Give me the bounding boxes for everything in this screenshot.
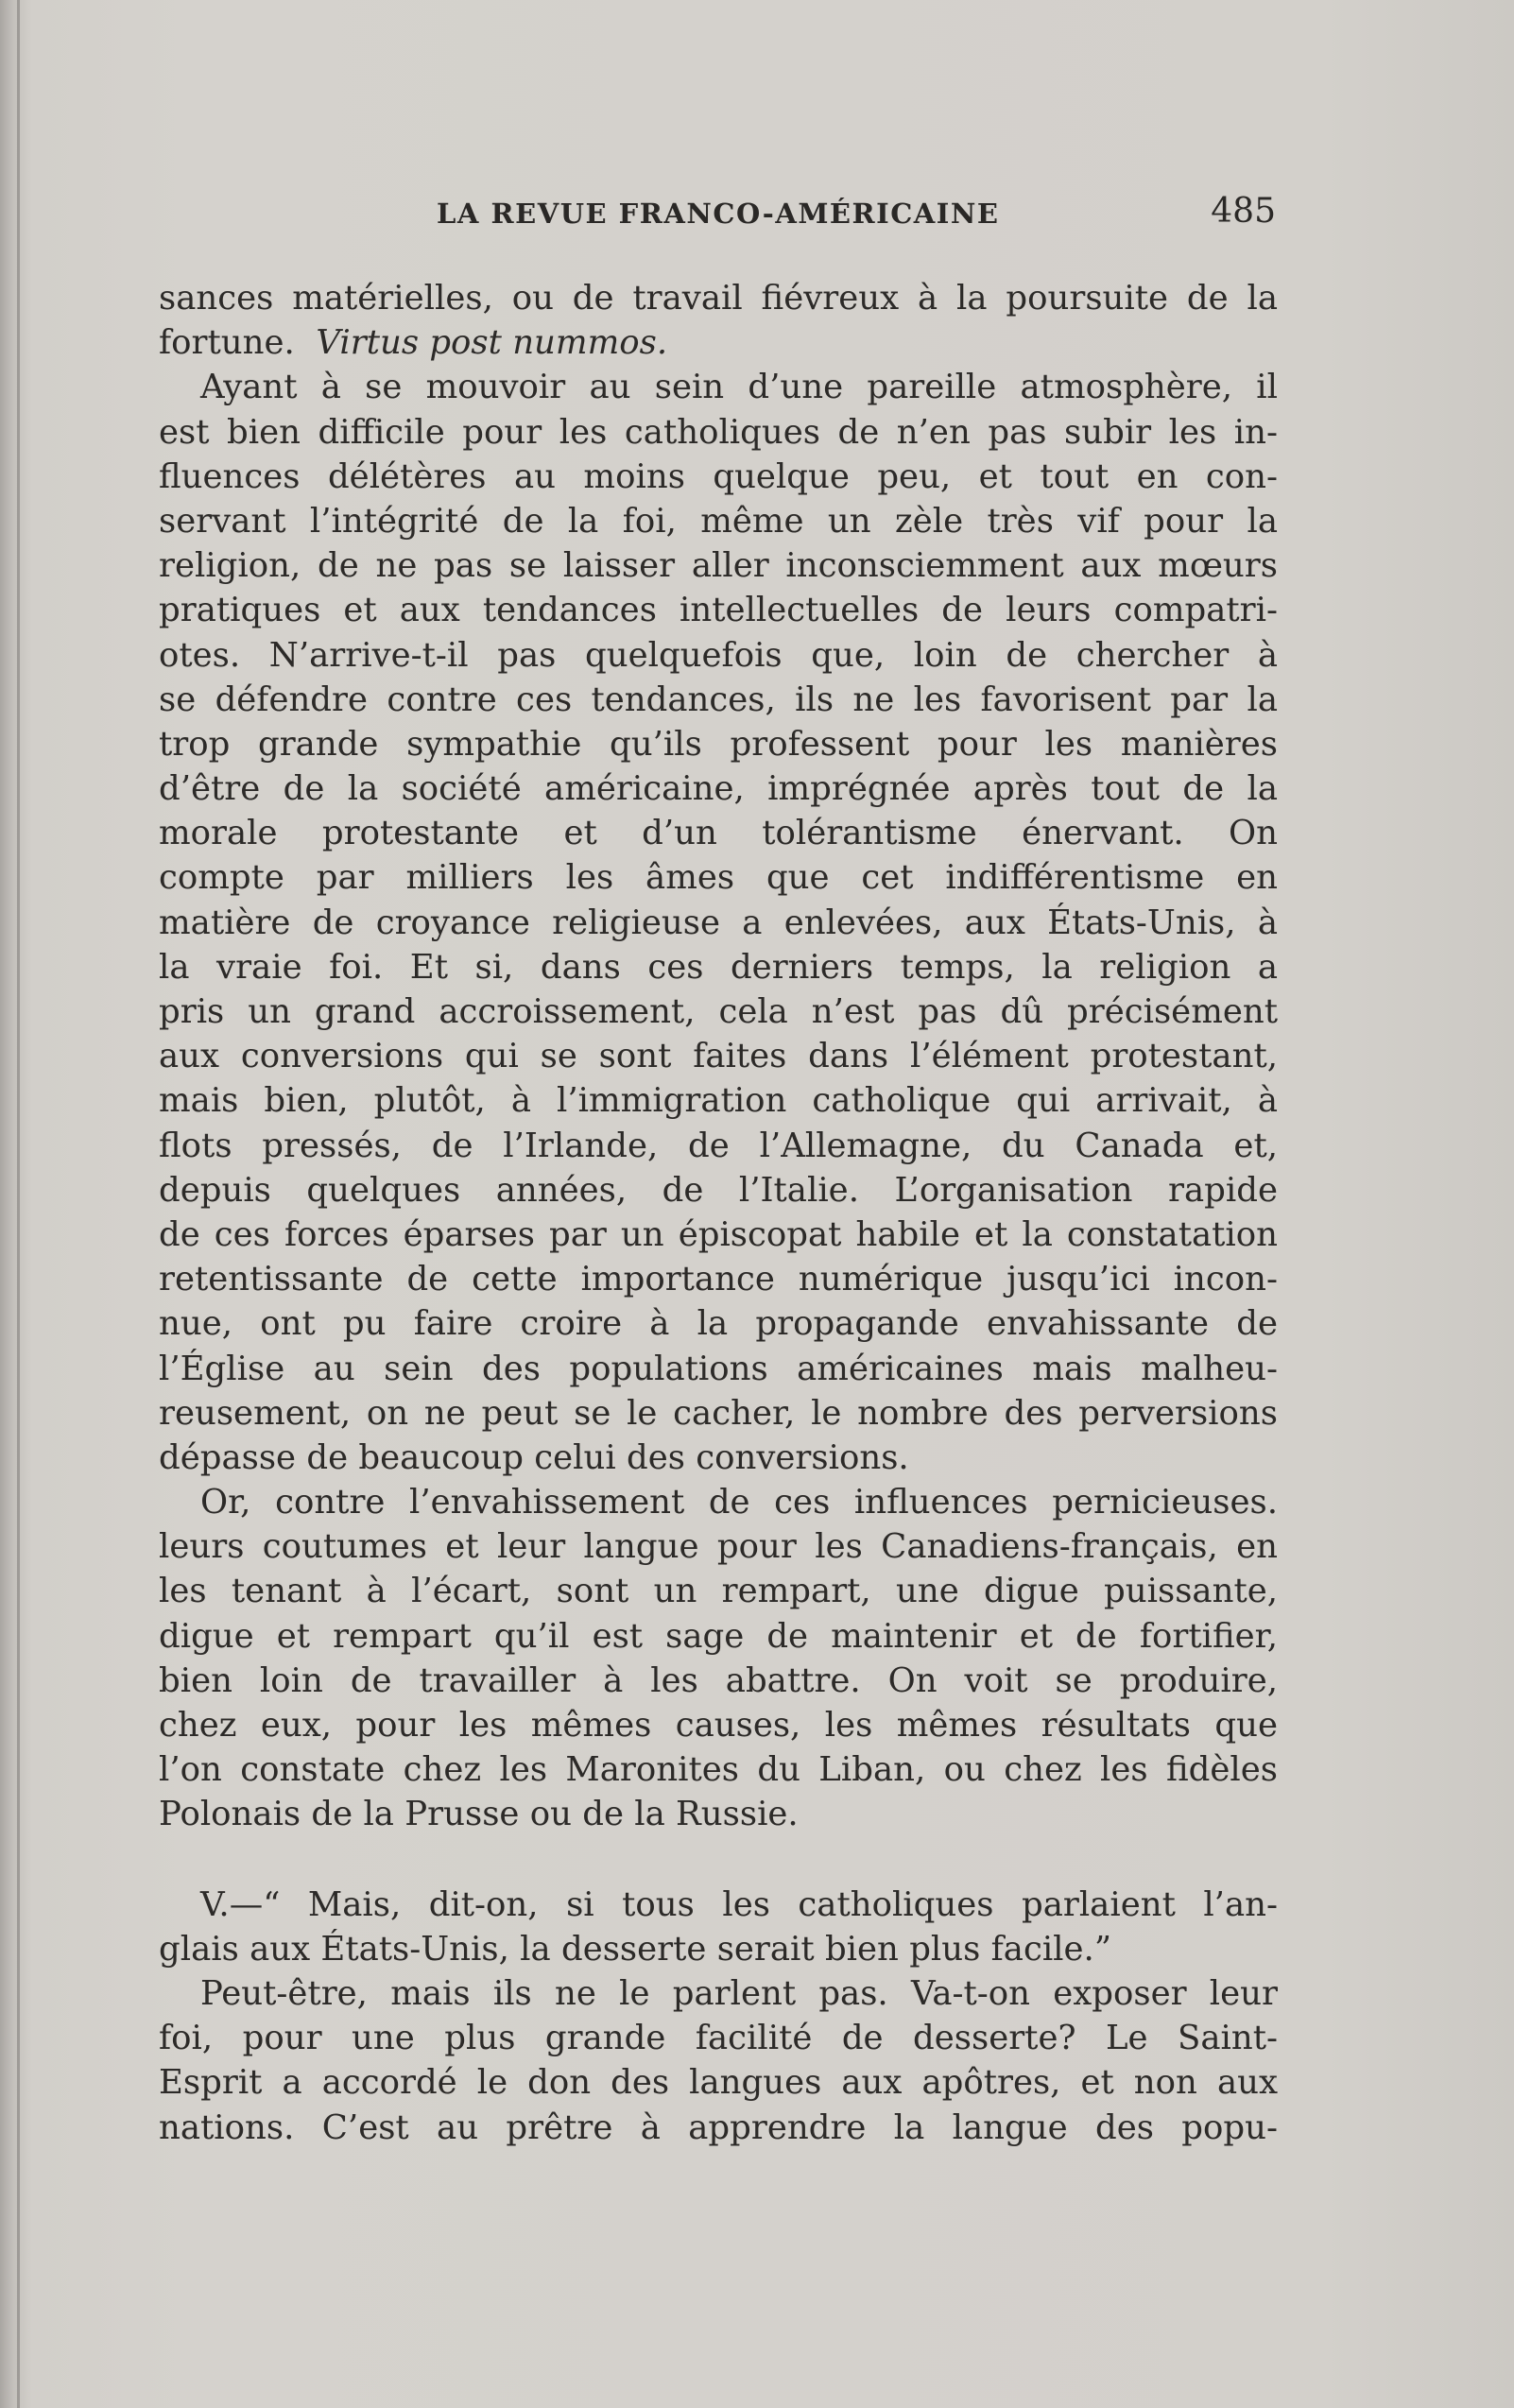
text-line: V.—“ Mais, dit-on, si tous les catholiques parlaient l’an- — [200, 1884, 1278, 1924]
text-line: morale protestante et d’un tolérantisme énervant. On — [159, 814, 1278, 853]
page-spine-shadow — [17, 0, 20, 2408]
text-line: fluences délétères au moins quelque peu, et tout en con- — [159, 456, 1278, 496]
text-line: reusement, on ne peut se le cacher, le nombre des perversions — [159, 1393, 1278, 1433]
text-line: l’Église au sein des populations américaines mais malheu- — [159, 1349, 1278, 1388]
text-line: otes. N’arrive-t-il pas quelquefois que, loin de chercher à — [159, 635, 1278, 675]
text-line — [159, 320, 1278, 365]
text-line: glais aux États-Unis, la desserte serait bien plus facile.” — [159, 1929, 1111, 1969]
text-line: matière de croyance religieuse a enlevées, aux États-Unis, à — [159, 903, 1278, 942]
text-line: leurs coutumes et leur langue pour les Canadiens-français, en — [159, 1527, 1278, 1567]
text-line: trop grande sympathie qu’ils professent pour les manières — [159, 724, 1278, 764]
text-line: nations. C’est au prêtre à apprendre la langue des popu- — [159, 2107, 1278, 2147]
text-line: digue et rempart qu’il est sage de maintenir et de fortifier, — [159, 1616, 1278, 1656]
body-text — [159, 276, 1278, 2150]
text-line: l’on constate chez les Maronites du Liban, ou chez les fidèles — [159, 1750, 1278, 1790]
text-line: dépasse de beaucoup celui des conversions. — [159, 1437, 909, 1477]
text-line: flots pressés, de l’Irlande, de l’Allemagne, du Canada et, — [159, 1126, 1278, 1165]
text-line: sances matérielles, ou de travail fiévreux à la poursuite de la — [159, 279, 1278, 318]
text-line: aux conversions qui se sont faites dans l’élément protestant, — [159, 1037, 1278, 1076]
text-line: retentissante de cette importance numérique jusqu’ici incon- — [159, 1260, 1278, 1299]
text-line: de ces forces éparses par un épiscopat habile et la constatation — [159, 1214, 1278, 1254]
text-line: religion, de ne pas se laisser aller inconsciemment aux mœurs — [159, 546, 1278, 586]
text-line: pris un grand accroissement, cela n’est pas dû précisément — [159, 992, 1278, 1031]
text-line: Esprit a accordé le don des langues aux apôtres, et non aux — [159, 2063, 1278, 2103]
text-line: est bien difficile pour les catholiques de n’en pas subir les in- — [159, 412, 1278, 452]
text-line: foi, pour une plus grande facilité de desserte? Le Saint- — [159, 2019, 1278, 2058]
text-line: Ayant à se mouvoir au sein d’une pareille atmosphère, il — [200, 368, 1278, 407]
text-line: depuis quelques années, de l’Italie. L’organisation rapide — [159, 1170, 1278, 1210]
text-line: bien loin de travailler à les abattre. On voit se produire, — [159, 1660, 1278, 1700]
section-gap — [159, 1837, 1278, 1883]
latin-phrase: Virtus post nummos. — [316, 323, 668, 363]
text-line: la vraie foi. Et si, dans ces derniers temps, la religion a — [159, 947, 1278, 987]
text-line: servant l’intégrité de la foi, même un zèle très vif pour la — [159, 501, 1278, 541]
text-line: chez eux, pour les mêmes causes, les mêmes résultats que — [159, 1706, 1278, 1745]
text-line: pratiques et aux tendances intellectuelles de leurs compatri- — [159, 591, 1278, 630]
page-header — [159, 192, 1276, 239]
text-line: nue, ont pu faire croire à la propagande envahissante de — [159, 1304, 1278, 1344]
text-line: d’être de la société américaine, imprégnée après tout de la — [159, 769, 1278, 809]
text-line: compte par milliers les âmes que cet indifférentisme en — [159, 858, 1278, 898]
text-line: se défendre contre ces tendances, ils ne les favorisent par la — [159, 679, 1278, 719]
running-title: LA REVUE FRANCO-AMÉRICAINE — [437, 198, 1000, 230]
text-fragment: fortune. — [159, 323, 295, 363]
text-line: Or, contre l’envahissement de ces influences pernicieuses. — [200, 1483, 1278, 1522]
page-number: 485 — [1211, 192, 1276, 231]
text-line: mais bien, plutôt, à l’immigration catholique qui arrivait, à — [159, 1081, 1278, 1121]
text-line: Peut-être, mais ils ne le parlent pas. Va-t-on exposer leur — [200, 1973, 1278, 2013]
text-line: les tenant à l’écart, sont un rempart, une digue puissante, — [159, 1572, 1278, 1611]
text-line: Polonais de la Prusse ou de la Russie. — [159, 1795, 799, 1834]
